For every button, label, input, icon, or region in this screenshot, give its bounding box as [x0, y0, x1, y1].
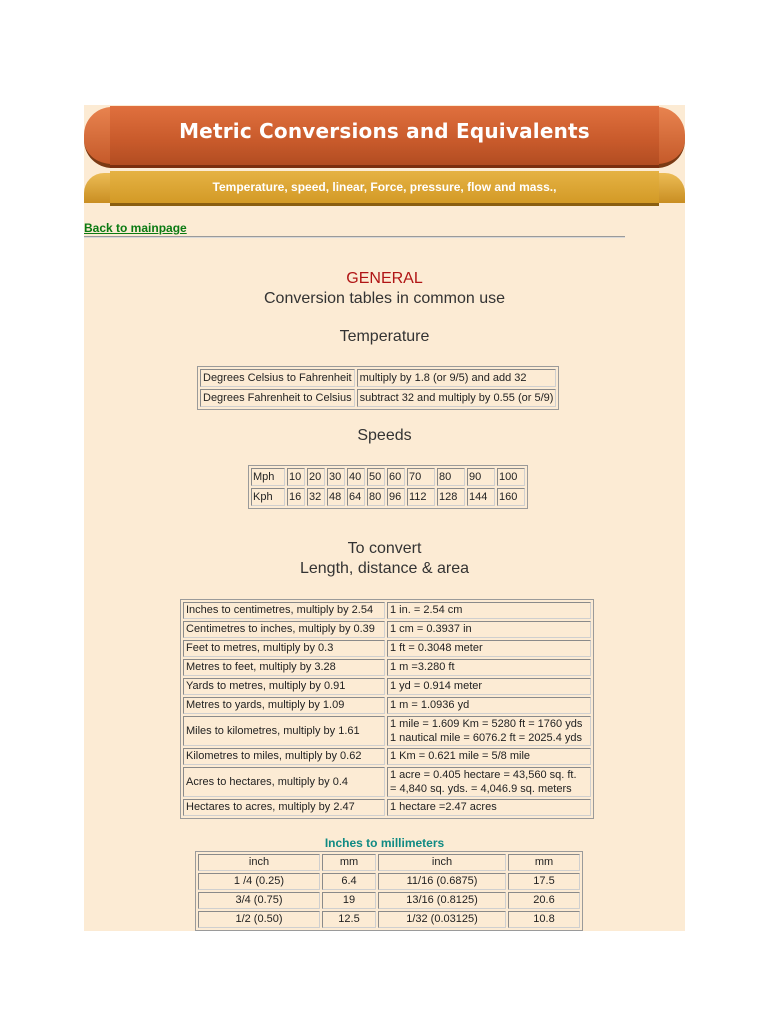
title-banner [84, 105, 685, 167]
table-row [183, 602, 591, 619]
conversion-label: Hectares to acres, multiply by 2.47 [183, 799, 385, 816]
table-row [198, 911, 580, 928]
conversion-rule: subtract 32 and multiply by 0.55 (or 5/9) [357, 389, 557, 407]
column-header: inch [198, 854, 320, 871]
mm-value: 19 [322, 892, 376, 909]
inches-mm-table [195, 851, 583, 931]
speed-value: 160 [497, 488, 525, 506]
conversion-equivalent: 1 ft = 0.3048 meter [387, 640, 591, 657]
conversion-label: Miles to kilometres, multiply by 1.61 [183, 716, 385, 746]
inch-value: 11/16 (0.6875) [378, 873, 506, 890]
table-header-row [198, 854, 580, 871]
conversion-equivalent: 1 yd = 0.914 meter [387, 678, 591, 695]
speed-value: 100 [497, 468, 525, 486]
table-row [183, 659, 591, 676]
speed-value: 96 [387, 488, 405, 506]
conversion-equivalent: 1 hectare =2.47 acres [387, 799, 591, 816]
speed-unit-label: Mph [251, 468, 285, 486]
conversion-label: Kilometres to miles, multiply by 0.62 [183, 748, 385, 765]
page-subtitle: Temperature, speed, linear, Force, pressure, flow and mass., [212, 180, 557, 194]
subtitle-banner [84, 171, 685, 207]
speeds-heading: Speeds [357, 427, 412, 444]
conversion-equivalent: 1 Km = 0.621 mile = 5/8 mile [387, 748, 591, 765]
table-row [183, 640, 591, 657]
speed-value: 70 [407, 468, 435, 486]
temperature-heading: Temperature [339, 328, 430, 345]
table-row [200, 389, 556, 407]
speed-value: 112 [407, 488, 435, 506]
table-row [183, 621, 591, 638]
speed-value: 64 [347, 488, 365, 506]
conversion-rule: multiply by 1.8 (or 9/5) and add 32 [357, 369, 557, 387]
conversion-label: Yards to metres, multiply by 0.91 [183, 678, 385, 695]
table-row [183, 716, 591, 746]
conversion-equivalent: 1 m = 1.0936 yd [387, 697, 591, 714]
inch-value: 1 /4 (0.25) [198, 873, 320, 890]
speed-value: 32 [307, 488, 325, 506]
speed-value: 90 [467, 468, 495, 486]
table-row [183, 799, 591, 816]
inch-value: 3/4 (0.75) [198, 892, 320, 909]
table-row [200, 369, 556, 387]
page-title: Metric Conversions and Equivalents [179, 119, 590, 143]
speed-value: 16 [287, 488, 305, 506]
mm-value: 12.5 [322, 911, 376, 928]
speed-unit-label: Kph [251, 488, 285, 506]
table-row [251, 488, 525, 506]
speed-value: 80 [437, 468, 465, 486]
speed-value: 20 [307, 468, 325, 486]
speed-value: 144 [467, 488, 495, 506]
inches-mm-heading: Inches to millimeters [324, 836, 445, 850]
speed-value: 80 [367, 488, 385, 506]
column-header: mm [322, 854, 376, 871]
mm-value: 6.4 [322, 873, 376, 890]
divider [84, 236, 625, 238]
equivalent-line: 1 mile = 1.609 Km = 5280 ft = 1760 yds [390, 718, 583, 730]
equivalent-line: = 4,840 sq. yds. = 4,046.9 sq. meters [390, 783, 572, 795]
column-header: mm [508, 854, 580, 871]
table-row [183, 748, 591, 765]
speed-value: 128 [437, 488, 465, 506]
table-row [198, 873, 580, 890]
common-tables-heading: Conversion tables in common use [263, 290, 505, 307]
length-table [180, 599, 594, 819]
table-row [183, 697, 591, 714]
equivalent-line: 1 acre = 0.405 hectare = 43,560 sq. ft. [390, 769, 577, 781]
conversion-label: Centimetres to inches, multiply by 0.39 [183, 621, 385, 638]
temperature-table [197, 366, 559, 410]
speed-value: 60 [387, 468, 405, 486]
speed-value: 40 [347, 468, 365, 486]
table-row [198, 892, 580, 909]
speeds-table [248, 465, 528, 509]
column-header: inch [378, 854, 506, 871]
speed-value: 50 [367, 468, 385, 486]
conversion-equivalent: 1 cm = 0.3937 in [387, 621, 591, 638]
inch-value: 1/32 (0.03125) [378, 911, 506, 928]
conversion-label: Inches to centimetres, multiply by 2.54 [183, 602, 385, 619]
inch-value: 1/2 (0.50) [198, 911, 320, 928]
equivalent-line: 1 nautical mile = 6076.2 ft = 2025.4 yds [390, 732, 583, 744]
to-convert-heading: To convert [347, 540, 422, 557]
table-row [183, 678, 591, 695]
conversion-label: Feet to metres, multiply by 0.3 [183, 640, 385, 657]
conversion-label: Metres to yards, multiply by 1.09 [183, 697, 385, 714]
content-panel [84, 105, 685, 931]
back-to-mainpage-link[interactable]: Back to mainpage [84, 221, 187, 235]
conversion-label: Acres to hectares, multiply by 0.4 [183, 767, 385, 797]
speed-value: 30 [327, 468, 345, 486]
conversion-equivalent [387, 716, 591, 746]
conversion-equivalent: 1 in. = 2.54 cm [387, 602, 591, 619]
general-heading: GENERAL [346, 270, 423, 287]
conversion-label: Metres to feet, multiply by 3.28 [183, 659, 385, 676]
conversion-label: Degrees Celsius to Fahrenheit [200, 369, 355, 387]
table-row [183, 767, 591, 797]
conversion-equivalent [387, 767, 591, 797]
length-heading: Length, distance & area [299, 560, 469, 577]
mm-value: 17.5 [508, 873, 580, 890]
speed-value: 10 [287, 468, 305, 486]
speed-value: 48 [327, 488, 345, 506]
conversion-equivalent: 1 m =3.280 ft [387, 659, 591, 676]
mm-value: 10.8 [508, 911, 580, 928]
table-row [251, 468, 525, 486]
conversion-label: Degrees Fahrenheit to Celsius [200, 389, 355, 407]
mm-value: 20.6 [508, 892, 580, 909]
inch-value: 13/16 (0.8125) [378, 892, 506, 909]
